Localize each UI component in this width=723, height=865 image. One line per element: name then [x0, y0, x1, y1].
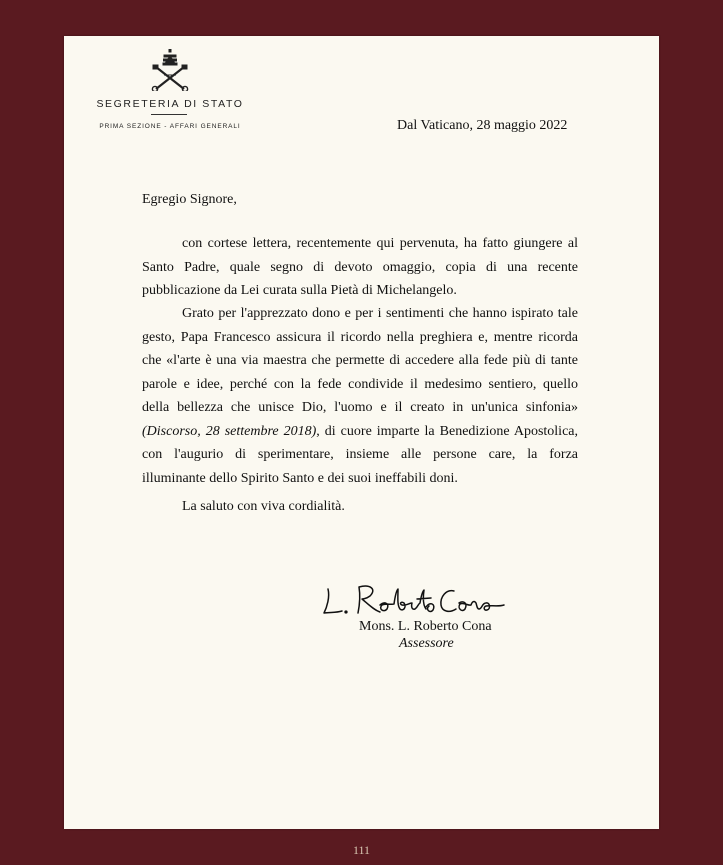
handwritten-signature — [314, 579, 524, 623]
letterhead-organization: SEGRETERIA DI STATO — [96, 98, 244, 110]
paragraph-2 — [142, 302, 578, 490]
paragraph-1-line: pubblicazione da Lei curata sulla Pietà di Michelangelo. — [142, 283, 457, 298]
closing — [142, 495, 578, 519]
letterhead-divider — [151, 114, 187, 115]
paragraph-2-line: illuminante dello Spirito Santo e dei suoi ineffabili doni. — [142, 470, 458, 486]
signer-name: Mons. L. Roberto Cona — [359, 619, 492, 634]
paragraph-1-line: Santo Padre, quale segno di devoto omaggio, copia di una recente — [142, 259, 578, 275]
paragraph-2-line: gesto, Papa Francesco assicura il ricordo nella preghiera e, mentre ricorda — [142, 329, 578, 345]
signer-title: Assessore — [399, 636, 454, 651]
page-number: 111 — [352, 843, 371, 857]
paragraph-2-line: che «l'arte è una via maestra che permette di accedere alla fede più di tante — [142, 353, 578, 368]
citation-continuation: , di cuore imparte la Benedizione Apostolica, — [316, 423, 578, 439]
paragraph-1-line: con cortese lettera, recentemente qui pervenuta, ha fatto giungere al — [182, 236, 578, 251]
papal-keys-tiara-icon — [150, 49, 190, 91]
dateline: Dal Vaticano, 28 maggio 2022 — [397, 118, 568, 133]
greeting: Egregio Signore, — [142, 192, 237, 207]
letterhead-section: PRIMA SEZIONE - AFFARI GENERALI — [99, 123, 241, 130]
paragraph-2-line — [142, 420, 578, 444]
paragraph-2-line: con l'augurio di sperimentare, insieme alle persone care, la forza — [142, 447, 578, 462]
paragraph-2-line: parole e idee, perché con la fede condivide il medesimo sentiero, quello — [142, 376, 578, 392]
paragraph-2-line: della bellezza che unisce Dio, l'uomo e il creato in un'unica sinfonia» — [142, 400, 578, 415]
closing-line: La saluto con viva cordialità. — [182, 499, 345, 514]
citation: (Discorso, 28 settembre 2018) — [142, 423, 317, 439]
letter-page — [64, 36, 659, 829]
paragraph-2-line: Grato per l'apprezzato dono e per i sentimenti che hanno ispirato tale — [182, 306, 578, 321]
paragraph-1 — [142, 232, 578, 303]
